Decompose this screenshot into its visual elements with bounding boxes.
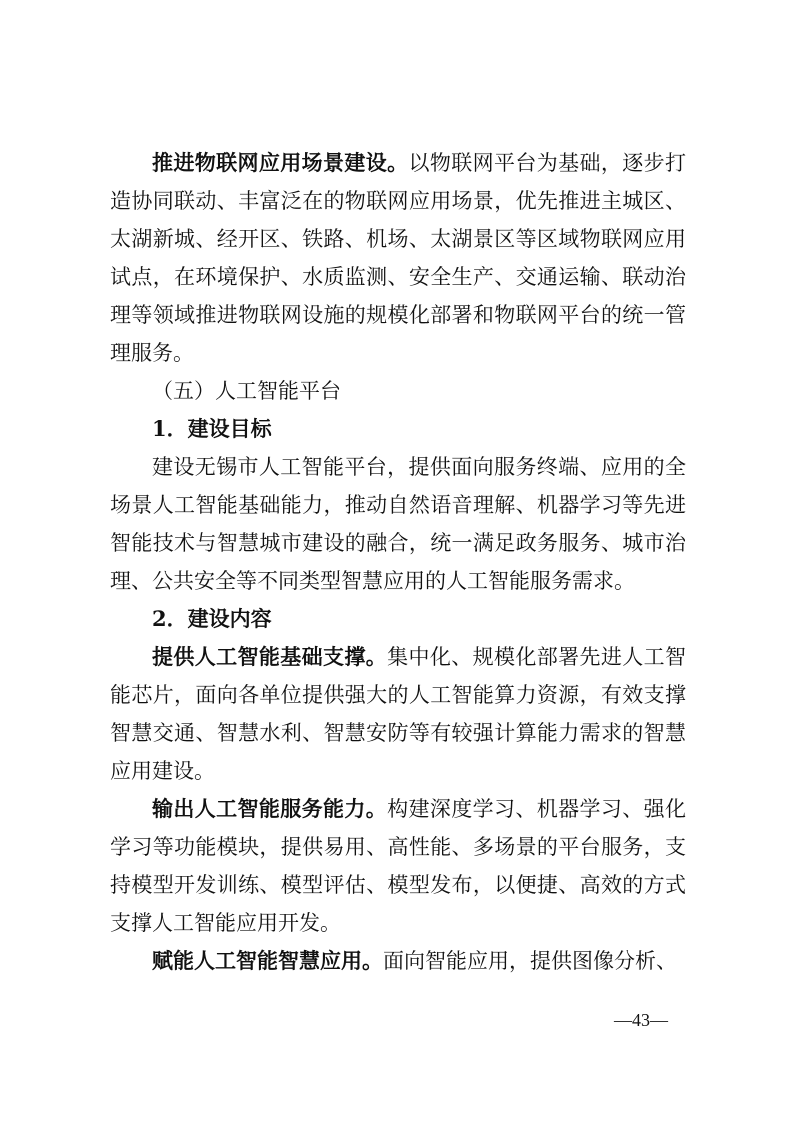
subheading-goals: 1．建设目标 — [152, 416, 272, 441]
paragraph-ai-applications — [110, 942, 686, 980]
paragraph-ai-support — [110, 638, 686, 790]
paragraph-text: 集中化、规模化部署先进人工智能芯片，面向各单位提供强大的人工智能算力资源，有效支撑智慧交通、智慧水利、智慧安防等有较强计算能力需求的智慧应用建设。 — [110, 645, 686, 783]
paragraph-text: 以物联网平台为基础，逐步打造协同联动、丰富泛在的物联网应用场景，优先推进主城区、太湖新城、经开区、铁路、机场、太湖景区等区域物联网应用试点，在环境保护、水质监测、安全生产、交通运输、联动治理等领域推进物联网设施的规模化部署和物联网平台的统一管理服务。 — [110, 151, 686, 365]
paragraph-text: 面向智能应用，提供图像分析、 — [383, 949, 677, 973]
subheading-content: 2．建设内容 — [152, 606, 272, 631]
paragraph-ai-services — [110, 790, 686, 942]
paragraph-text: 建设无锡市人工智能平台，提供面向服务终端、应用的全场景人工智能基础能力，推动自然语音理解、机器学习等先进智能技术与智慧城市建设的融合，统一满足政务服务、城市治理、公共安全等不同类型智慧应用的人工智能服务需求。 — [110, 455, 686, 593]
section-heading-ai-platform: （五）人工智能平台 — [152, 379, 341, 403]
paragraph-lead: 赋能人工智能智慧应用。 — [152, 948, 383, 973]
paragraph-ai-goals — [110, 448, 686, 600]
paragraph-lead: 提供人工智能基础支撑。 — [152, 644, 388, 669]
paragraph-iot-scenarios — [110, 144, 686, 372]
paragraph-text: 构建深度学习、机器学习、强化学习等功能模块，提供易用、高性能、多场景的平台服务，支持模型开发训练、模型评估、模型发布，以便捷、高效的方式支撑人工智能应用开发。 — [110, 797, 686, 935]
page-number: —43— — [614, 1010, 668, 1030]
document-body — [110, 144, 686, 980]
paragraph-lead: 输出人工智能服务能力。 — [152, 796, 388, 821]
paragraph-lead: 推进物联网应用场景建设。 — [152, 150, 409, 175]
